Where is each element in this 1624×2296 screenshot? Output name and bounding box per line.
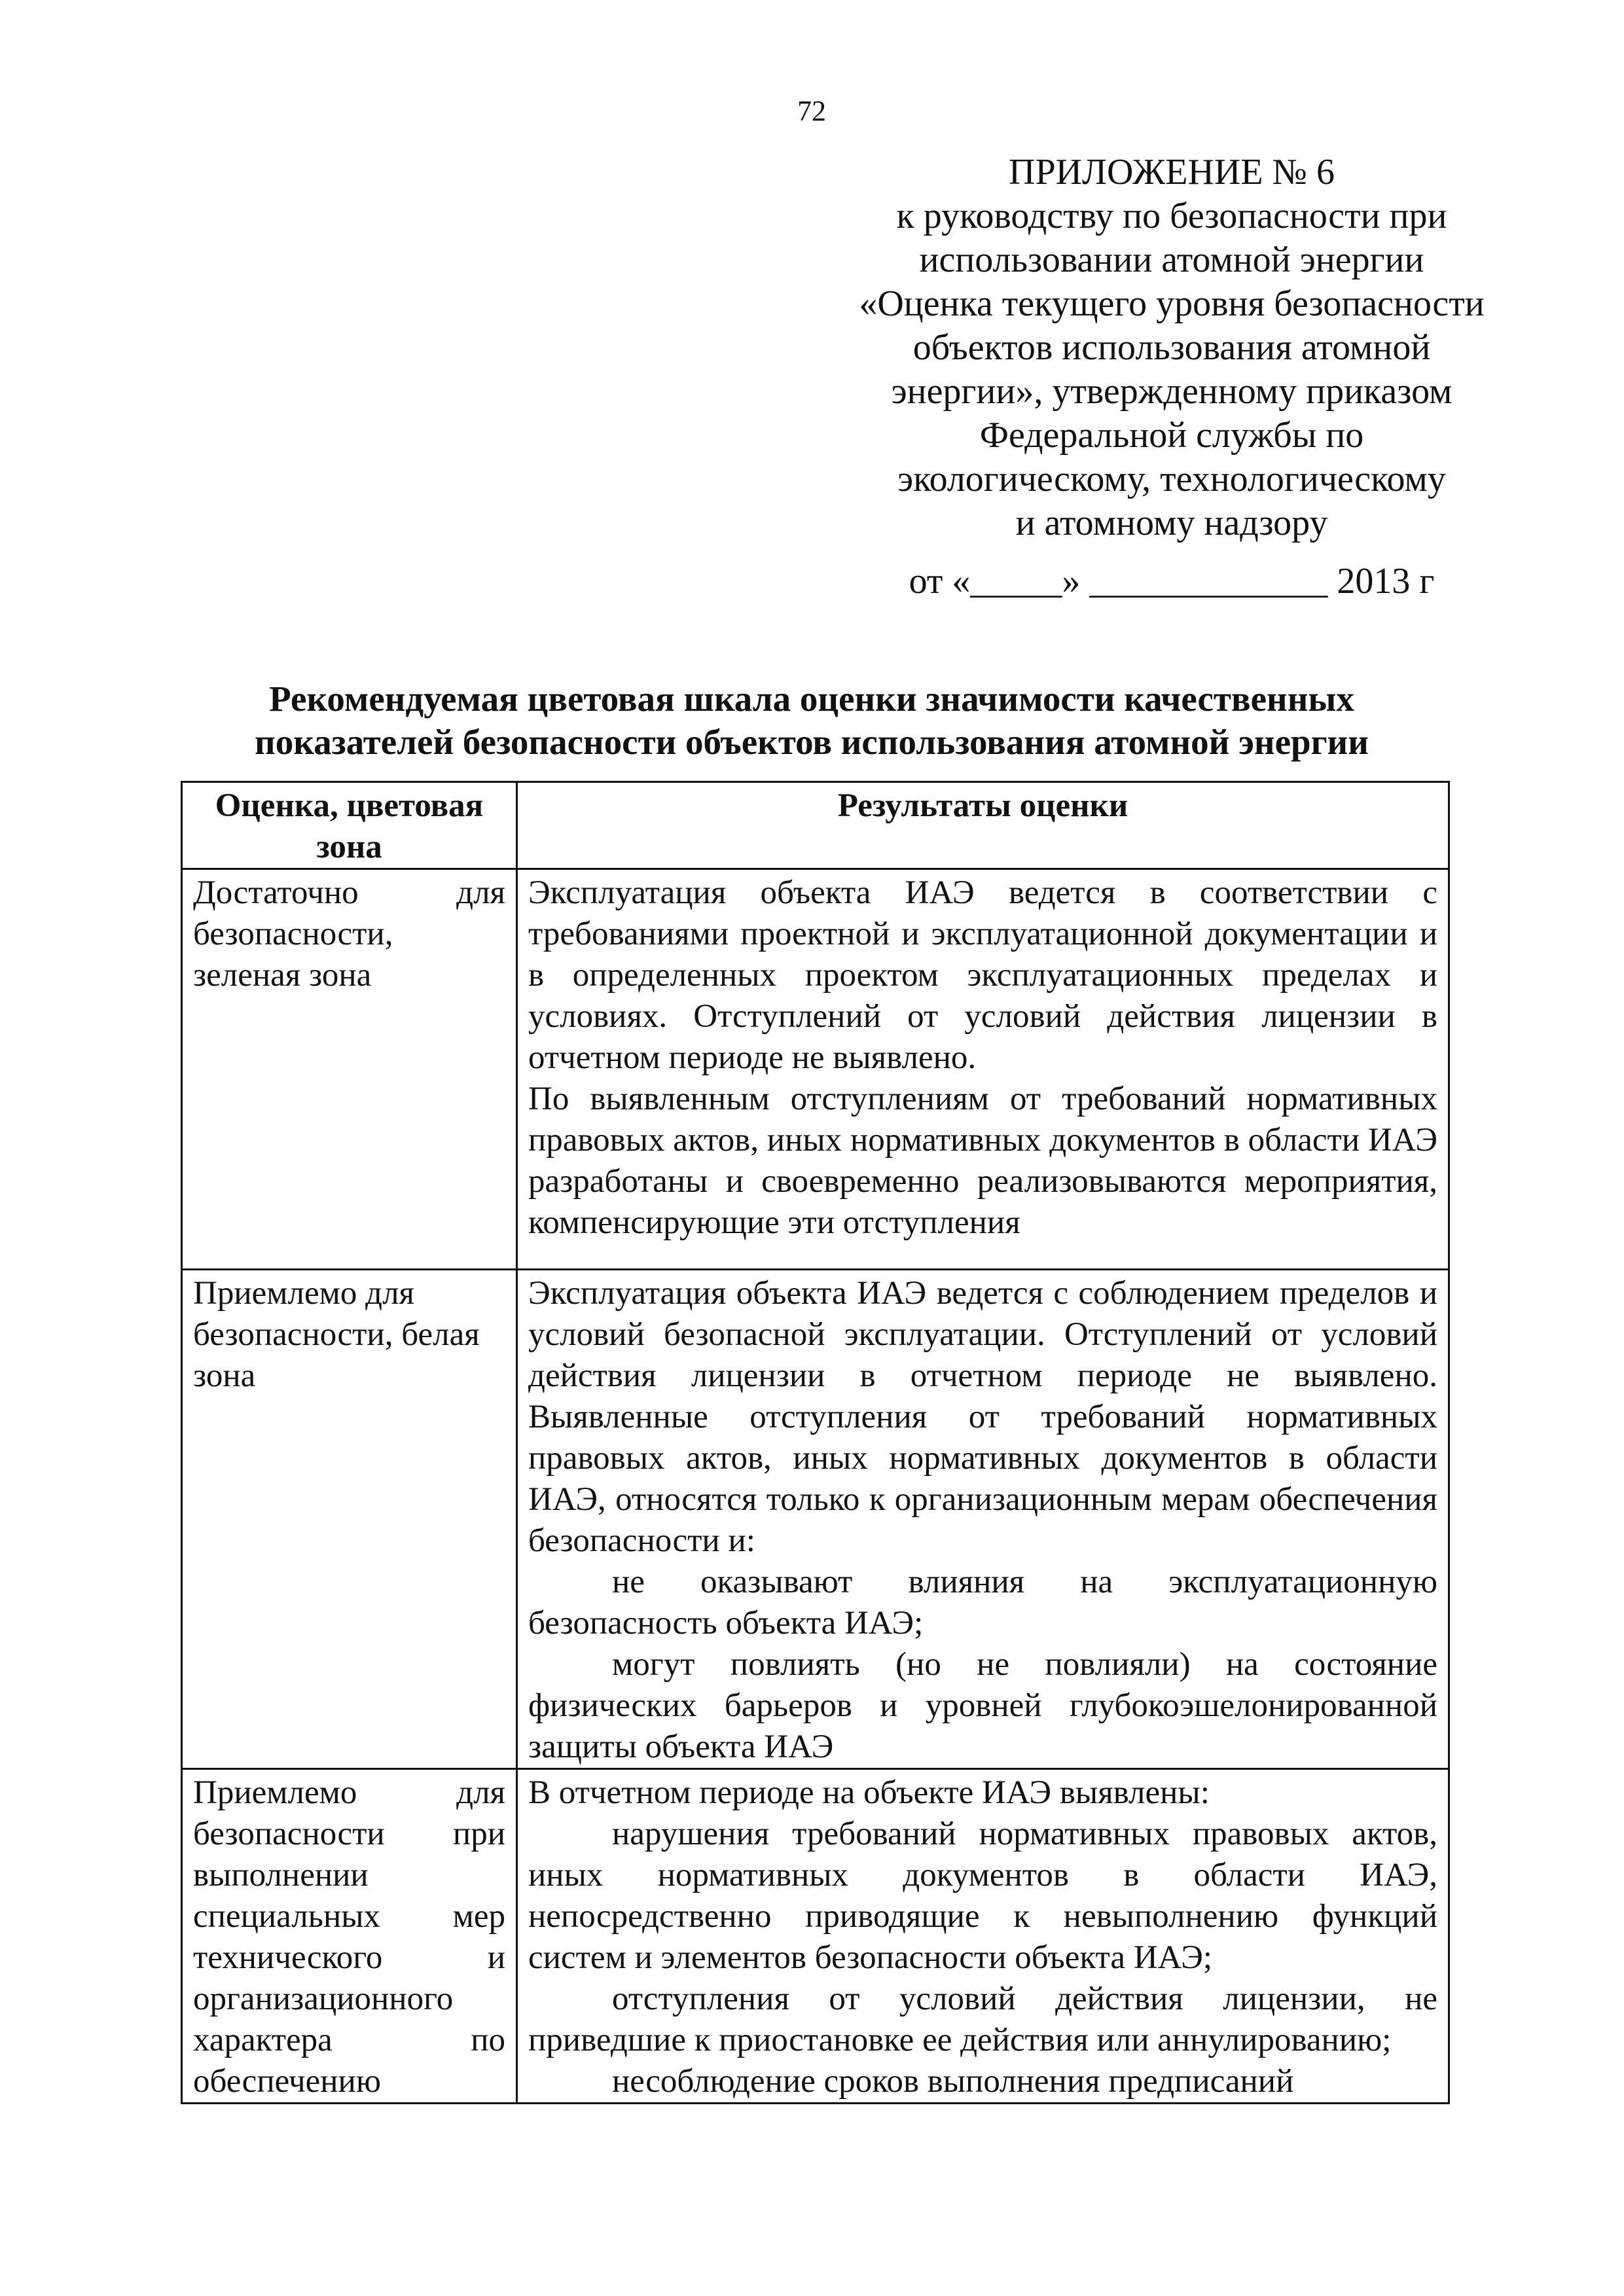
appendix-line: экологическому, технологическому	[897, 459, 1446, 499]
appendix-line: энергии», утвержденному приказом	[891, 371, 1453, 412]
table-header-row	[182, 782, 1449, 869]
results-paragraph: могут повлиять (но не повлияли) на состояние физических барьеров и уровней глубокоэшелонированной защиты объекта ИАЭ	[528, 1646, 1437, 1765]
zone-cell	[182, 1270, 517, 1769]
zone-label: Приемлемо для безопасности при выполнении специальных мер технического и организационного характера по обеспечению	[193, 1774, 505, 2100]
results-paragraph: Эксплуатация объекта ИАЭ ведется в соответствии с требованиями проектной и эксплуатационной документации и в определенных проектом эксплуатационных пределах и условиях. Отступлений от условий действия лицензии в отчетном периоде не выявлено.	[528, 874, 1437, 1076]
appendix-line: и атомному надзору	[1015, 503, 1328, 543]
appendix-line: ПРИЛОЖЕНИЕ № 6	[1009, 152, 1335, 192]
appendix-line: к руководству по безопасности при	[896, 196, 1447, 236]
appendix-line: объектов использования атомной	[912, 327, 1431, 368]
document-title-line-2: показателей безопасности объектов использования атомной энергии	[255, 722, 1369, 762]
appendix-line: Федеральной службы по	[979, 415, 1364, 456]
results-paragraph: нарушения требований нормативных правовых актов, иных нормативных документов в области ИАЭ, непосредственно приводящие к невыполнению функций систем и элементов безопасности объекта ИАЭ;	[528, 1816, 1437, 1976]
appendix-header	[799, 151, 1545, 603]
header-assessment-zone: Оценка, цветовая зона	[182, 782, 517, 869]
assessment-table	[181, 781, 1450, 2104]
zone-label: Приемлемо для безопасности, белая зона	[193, 1275, 480, 1394]
results-paragraph: По выявленным отступлениям от требований нормативных правовых актов, иных нормативных документов в области ИАЭ разработаны и своевременно реализовываются мероприятия, компенсирующие эти отступления	[528, 1081, 1437, 1241]
appendix-line: использовании атомной энергии	[919, 240, 1424, 280]
document-title-line-1: Рекомендуемая цветовая шкала оценки значимости качественных	[269, 679, 1354, 719]
table-row	[182, 1769, 1449, 2104]
table-row	[182, 869, 1449, 1270]
zone-cell	[182, 1769, 517, 2104]
zone-cell	[182, 869, 517, 1270]
page-number: 72	[797, 95, 826, 127]
appendix-line: «Оценка текущего уровня безопасности	[859, 283, 1485, 324]
header-assessment-results: Результаты оценки	[517, 782, 1449, 869]
appendix-date-line: от «_____» _____________ 2013 г	[909, 561, 1435, 601]
document-title	[182, 677, 1441, 764]
results-cell	[517, 869, 1449, 1270]
results-paragraph: несоблюдение сроков выполнения предписаний	[612, 2063, 1294, 2100]
results-paragraph: Эксплуатация объекта ИАЭ ведется с соблюдением пределов и условий безопасной эксплуатации. Отступлений от условий действия лицензии в отчетном периоде не выявлено. Выявленные отступления от требований нормативных правовых актов, иных нормативных документов в области ИАЭ, относятся только к организационным мерам обеспечения безопасности и:	[528, 1275, 1437, 1559]
results-paragraph: В отчетном периоде на объекте ИАЭ выявлены:	[528, 1774, 1210, 1811]
results-paragraph: отступления от условий действия лицензии, не приведшие к приостановке ее действия или аннулированию;	[528, 1981, 1437, 2058]
results-paragraph: не оказывают влияния на эксплуатационную безопасность объекта ИАЭ;	[528, 1564, 1437, 1641]
zone-label: Достаточно для безопасности, зеленая зона	[193, 874, 505, 994]
table-row	[182, 1270, 1449, 1769]
results-cell	[517, 1270, 1449, 1769]
results-cell	[517, 1769, 1449, 2104]
